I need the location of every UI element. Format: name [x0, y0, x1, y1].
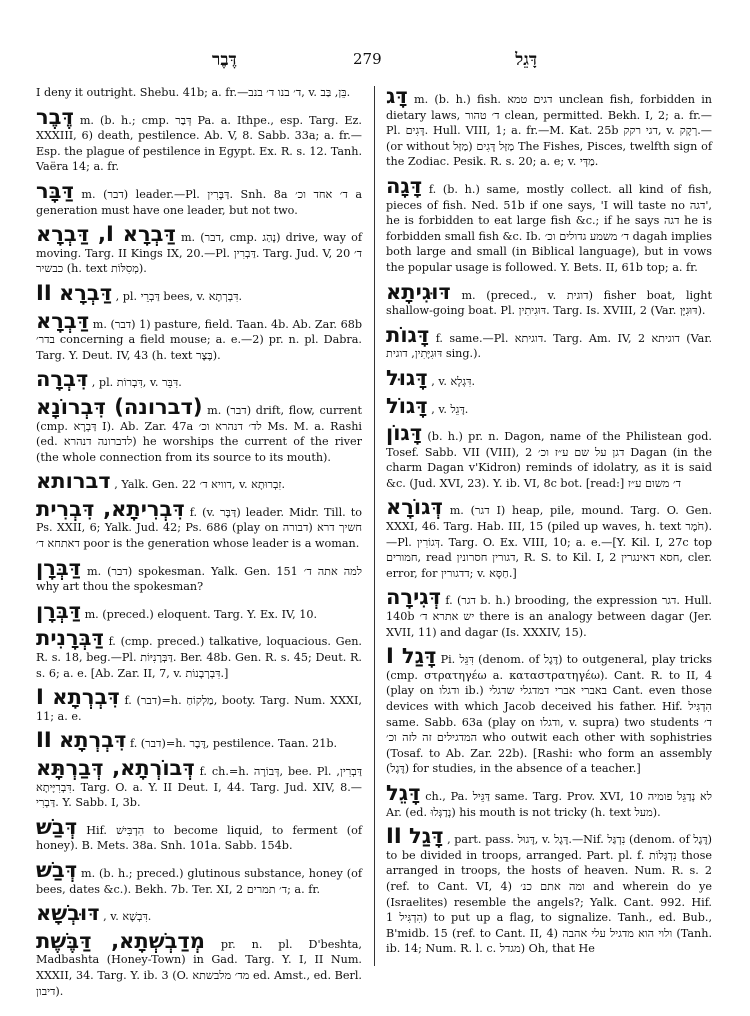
dictionary-entry: [36, 470, 362, 493]
header-right-word: דָּגֵל: [515, 50, 537, 70]
dictionary-entry: [386, 175, 712, 276]
entry-text: (b. h.) pr. n. Dagon, name of the Philistean god. Tosef. Sabb. VII (VIII), 2 דגן על שם ע״ז וכ׳ Dagan (in the charm Dagan v'Kidron) reminds of idolatry, as it is said &c. (Jud. XVI, 23). Y. ib. VI, 8c bot. [read:] ד׳ משום ע״ז: [386, 430, 712, 490]
entry-text: Hif. הִדְבִּישׁ to become liquid, to ferment (of honey). B. Mets. 38a. Snh. 101a. Sabb. 154b.: [36, 823, 362, 853]
dictionary-entry: [36, 816, 362, 854]
entry-text: m. (b. h.; preced.) glutinous substance, honey (of bees, dates &c.). Bekh. 7b. Ter. XI, 2 ד׳ תמרים; a. fr.: [36, 866, 363, 896]
entry-text: m. (דבר) leader.—Pl. דַּבָּרִין. Snh. 8a ד׳ אחד וכ׳ a generation must have one leader, but not two.: [36, 187, 362, 217]
entry-text: , v. דִּגְלָא.: [431, 374, 476, 388]
entry-headword: דָּגָה: [386, 173, 423, 198]
entry-headword: דָּגַל I: [386, 644, 437, 669]
entry-text: m. (דבר, cmp. נָהַג) drive, way of moving. Targ. II Kings IX, 20.—Pl. דַּבְרִין. Targ. Jud. V, 20 ד׳ כבשיר (h. text מְסִלּוֹת).: [36, 231, 362, 276]
entry-text: m. (דבר) spokesman. Yalk. Gen. 151 למה אתה ד׳ why art thou the spokesman?: [36, 564, 362, 594]
left-column: [36, 85, 362, 1004]
entry-headword: דּוּגִיתָא: [386, 279, 451, 304]
entry-headword: דַּבְּרָן: [36, 555, 82, 580]
entry-headword: (דברונה) דִּבְרוֹנָא: [36, 394, 203, 419]
entry-headword: דַּבָּר: [36, 178, 74, 203]
entry-headword: דָּגוֹת: [386, 322, 430, 347]
entry-headword: דַּבְרָא: [36, 308, 90, 333]
dictionary-entry: [386, 825, 712, 957]
entry-headword: דּוּבְשָׁא: [36, 901, 100, 926]
entry-headword: דֶּבֶר: [36, 104, 74, 129]
entry-headword: דָּגוּל: [386, 365, 428, 390]
dictionary-entry: [36, 223, 362, 277]
entry-headword: דְּגִירָה: [386, 585, 441, 610]
entry-text: , part. pass. דָּגוּל, v. דֶּגֶל.—Nif. נִדְגַּל (denom. of דֶּגֶל) to be divided in troops, arranged. Part. pl. f. נִדְגָּלוֹת those arranged in troops, the hosts of heaven. Num. R. s. 2 (ref. to Cant. VI, 4) ומה אתם כנ׳ and wherein do ye (Israelites) resemble the angels?; Yalk. Cant. 992. Hif. הִדְגִּיל 1) to put up a flag, to signalize. Tanh., ed. Bub., B'midb. 15 (ref. to Cant. II, 4) ולוי הוא מדגיל עלי אהבה (Tanh. ib. 14; Num. R. l. c. מגדל) Oh, that He: [386, 833, 713, 956]
dictionary-entry: [36, 729, 362, 752]
right-column: [386, 85, 712, 962]
entry-text: f. (b. h.) same, mostly collect. all kind of fish, pieces of fish. Ned. 51b if one says, 'I will taste no דגה', he is forbidden to eat large fish &c.; if he says דגה he is forbidden small fish &c. Ib. ד׳ משמע גדולים וכ׳ dagah implies both large and small (in Biblical language), but in vows the popular usage is followed. Y. Bets. II, 61b top; a. fr.: [386, 182, 712, 274]
entry-text: , v. דָּגֵל.: [431, 402, 469, 416]
dictionary-entry: [36, 310, 362, 364]
page-number: 279: [353, 50, 382, 68]
entry-headword: דָּגוֹל: [386, 393, 428, 418]
entry-text: , pl. דַּבְרֵי bees, v. דִּבְרְתָא.: [115, 289, 243, 303]
entry-headword: דַּבְּרָן: [36, 598, 82, 623]
entry-headword: דָּגוֹן: [386, 421, 423, 446]
header-left-word: דֶּבֶר: [212, 50, 237, 70]
entry-headword: דַּבְרָא I, דַּבְרָא: [36, 222, 176, 247]
entry-headword: דְּבַשׁ: [36, 814, 78, 839]
entry-headword: דִּבְרְתָא II: [36, 728, 127, 753]
dictionary-entry: [36, 106, 362, 175]
running-header: [0, 50, 750, 74]
dictionary-entry: [36, 627, 362, 681]
entry-text: m. (דבר) 1) pasture, field. Taan. 4b. Ab. Zar. 68b בדר׳ concerning a field mouse; a. e.—2) pr. n. pl. Dabra. Targ. Y. Deut. IV, 43 (h. text בֶּצֶר).: [36, 317, 363, 362]
dictionary-entry: [36, 859, 362, 897]
entry-headword: דְּגוֹרָא: [386, 495, 443, 520]
entry-headword: דְּבַשׁ: [36, 857, 78, 882]
dictionary-entry: [386, 782, 712, 820]
entry-headword: דַּבְּרָנִית: [36, 626, 104, 651]
entry-text: , v. דִּבְשָׁא.: [103, 910, 152, 924]
entry-text: m. (b. h.; cmp. דְּבַר Pa. a. Ithpe., esp. Targ. Ez. XXXIII, 6) death, pestilence. Ab. V, 8. Sabb. 33a; a. fr.—Esp. the plague of pestilence in Egypt. Ex. R. s. 12. Tanh. Vaëra 14; a. fr.: [36, 113, 362, 174]
entry-headword: דִּבְרָה: [36, 367, 89, 392]
dictionary-entry: [36, 930, 362, 999]
entry-text: f. ch.=h. דְּבוֹרָה, bee. Pl. דַּבְרִין, דִּבְרִיָּיתָא. Targ. O. a. Y. II Deut. I, 44. Targ. Jud. XIV, 8.—דַּבְרִי. Y. Sabb. I, 3b.: [36, 765, 363, 810]
entry-text: m. (preced., v. דוגית) fisher boat, light shallow-going boat. Pl. דּוּגִיתִין. Targ. Is. XVIII, 2 (Var. דּוּגִיָּן).: [386, 288, 712, 318]
entry-headword: מְדַבְשְׁתָא, דַּבֶּשֶׁת: [36, 928, 205, 953]
entry-text: m. (דגר I) heap, pile, mound. Targ. O. Gen. XXXI, 46. Targ. Hab. III, 15 (piled up waves, h. text חֹמֶר).—Pl. דְּגוֹרִין. Targ. O. Ex. VIII, 10; a. e.—[Y. Kil. I, 27c top חמורים, read דגורין חסרונין, R. S. to Kil. I, 2 חסא דאינגרין, cler. error, for דדגורין; v. חַסָּא.]: [386, 504, 712, 580]
entry-headword: דָּגֵל: [386, 780, 421, 805]
entry-text: m. (b. h.) fish. דגים טמא unclean fish, forbidden in dietary laws, ד׳ טהור clean, permitted. Bekh. I, 2; a. fr.—Pl. דָּגִים. Hull. VIII, 1; a. fr.—M. Kat. 25b דגי רקק, v. רְקָק.—(or without מַזַּל) מַזַּל דָּגִים The Fishes, Pisces, twelfth sign of the Zodiac. Pesik. R. s. 20; a. e; v. מַדְּי.: [386, 93, 713, 169]
entry-text: f. (דגר b. h.) brooding, the expression דגר. Hull. 140b יש אתרא ד׳ there is an analogy between dagar (Jer. XVII, 11) and dagar (Is. XXXIV, 15).: [386, 594, 712, 639]
dictionary-entry: [386, 496, 712, 581]
dictionary-entry: [36, 600, 362, 623]
dictionary-entry: [386, 324, 712, 362]
dictionary-entry: [386, 395, 712, 418]
dictionary-entry: [36, 396, 362, 465]
entry-text: I deny it outright. Shebu. 41b; a. fr.—ד׳ בנו ד׳ בנב, v. בֵּן, בַּב.: [36, 86, 351, 99]
dictionary-entry: [36, 557, 362, 595]
dictionary-entry: [386, 645, 712, 777]
dictionary-entry: [36, 368, 362, 391]
dictionary-entry: [36, 498, 362, 552]
column-divider: [374, 86, 375, 966]
entry-text: f. (דבר)=h. מַלְקוֹחַ, booty. Targ. Num. XXXI, 11; a. e.: [36, 694, 362, 723]
entry-text: pr. n. pl. D'beshta, Madbashta (Honey-Town) in Gad. Targ. Y. I, II Num. XXXII, 34. Targ. Y. ib. 3 (O. מד׳ מלבשתא ed. Amst., ed. Berl. דיבון).: [36, 937, 362, 998]
entry-text: f. (cmp. preced.) talkative, loquacious. Gen. R. s. 18, beg.—Pl. דַּבְּרָנִיּוֹת. Ber. 48b. Gen. R. s. 45; Deut. R. s. 6; a. e. [Ab. Zar. II, 7, v. דִּבְרְבָנוֹת.]: [36, 635, 362, 680]
dictionary-entry: [386, 281, 712, 319]
entry-text: , Yalk. Gen. 22 דוויא ד׳, v. זִבְרוּתָא.: [114, 478, 286, 492]
entry-headword: דִּבְרְתָא I: [36, 685, 120, 710]
entry-text: Pi. דִּגֵּל (denom. of דֶּגֶל) to outgeneral, play tricks (cmp. στρατηγέω a. καταστρατηγέω). Cant. R. to II, 4 (play on ודגלו ib.) באברי אברי דמדגלי שדגלי Cant. even those devices with which Jacob deceived his father. Hif. הִדְגִּיל same. Sabb. 63a (play on ודגלו, v. supra) two students ד׳ המדגילים זה לזה וכ׳ who outwit each other with sophistries (Tosaf. to Ab. Zar. 22b). [Rashi: who form an assembly (דֶּגֶל) for studies, in the absence of a teacher.]: [386, 653, 712, 776]
dictionary-entry: [36, 180, 362, 218]
entry-text: f. (דבר)=h. דֶּבֶר, pestilence. Taan. 21b.: [129, 737, 338, 751]
dictionary-entry: [386, 422, 712, 491]
entry-text: ch., Pa. דַּגֵּיל same. Targ. Prov. XVI, 10 לא נְדַגֵּל פומיה Ar. (ed. נְדַגְּלוּ) his mouth is not tricky (h. text מעל).: [386, 789, 712, 819]
entry-text: m. (preced.) eloquent. Targ. Y. Ex. IV, 10.: [84, 607, 318, 621]
dictionary-entry: [36, 85, 362, 101]
dictionary-entry: [386, 367, 712, 390]
entry-headword: דָּגַל II: [386, 824, 444, 849]
entry-headword: דָּג: [386, 84, 408, 108]
entry-text: , pl. דִּבְרוֹת, v. דִּבֵּר.: [91, 376, 182, 390]
entry-headword: דַּבְרָא II: [36, 280, 113, 305]
entry-headword: דְּבוֹרְתָא, דְּבַרְתָּא: [36, 756, 195, 780]
dictionary-entry: [36, 902, 362, 925]
entry-text: f. same.—Pl. דוגיתא. Targ. Am. IV, 2 דוגיתא (Var. דּוּגִיָּתִין, דוגית sing.).: [386, 331, 712, 361]
dictionary-entry: [36, 757, 362, 811]
dictionary-entry: [36, 686, 362, 724]
entry-text: m. (דבר) drift, flow, current (cmp. דַּבְרָא I). Ab. Zar. 47a לד׳ דנהרא וכ׳ Ms. M. a. Rashi (ed. לדברונה דנהרא) he worships the current of the river (the whole connection from its source to its mouth).: [36, 403, 362, 464]
entry-headword: דברותא: [36, 469, 111, 494]
dictionary-entry: [386, 85, 712, 170]
entry-headword: דִּבְרִיתָא, דִּבְרִית: [36, 496, 185, 521]
dictionary-entry: [36, 282, 362, 305]
entry-text: f. (v. דַּבָּר) leader. Midr. Till. to Ps. XXII, 6; Yalk. Jud. 42; Ps. 686 (play on דבורה) חשיך דרא דאתחא ד׳ poor is the generation whose leader is a woman.: [36, 505, 362, 551]
dictionary-entry: [386, 586, 712, 640]
